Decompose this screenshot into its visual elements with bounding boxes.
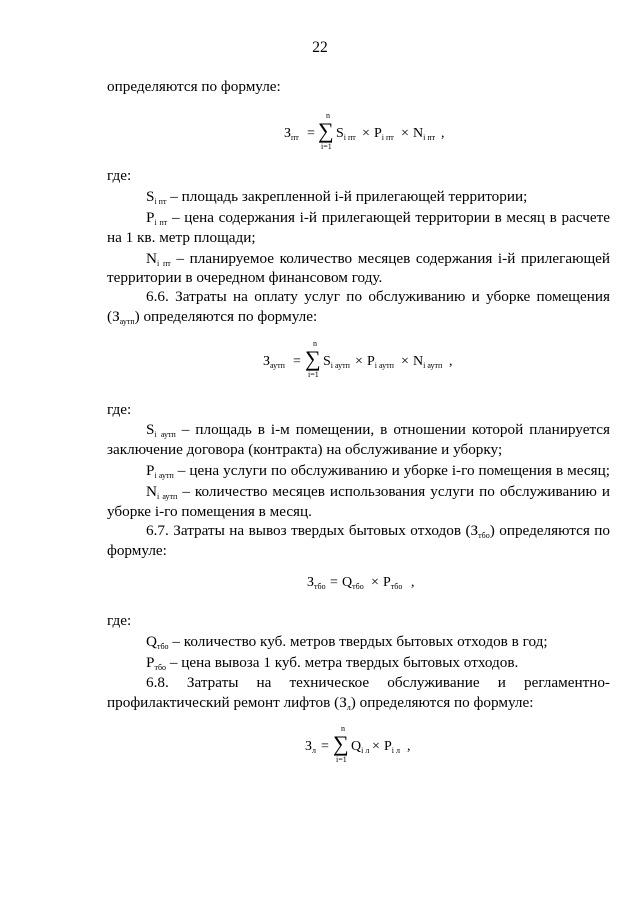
intro-line: определяются по формуле: [107, 78, 281, 95]
formula-4-eq: = [321, 739, 329, 754]
formula-3-p: $P_{тбо}$ [383, 575, 403, 591]
sum-icon: ∑ [318, 118, 334, 143]
paragraph-6-6-line1: 6.6. Затраты на оплату услуг по обслуживанию и уборке помещения [146, 288, 610, 305]
formula-2-p: $P_{i аутп}$ [367, 354, 394, 370]
formula-2-sigma-bottom: i=1 [308, 370, 319, 379]
formula-1-s: $S_{i пт}$ [336, 126, 356, 142]
formula-1-eq: = [307, 126, 315, 141]
formula-1-p: $P_{i пт}$ [374, 126, 394, 142]
definition-n-pt-line1: $N_{i пт}$ – планируемое количество месяцев содержания i-й прилегающей [146, 250, 611, 268]
definition-n-pt-line2: территории в очередном финансовом году. [107, 269, 383, 286]
formula-2-lhs: $З_{аутп}$ [263, 354, 285, 370]
formula-2-tail: , [449, 354, 453, 369]
formula-1-times-2: × [401, 126, 409, 141]
formula-4-times: × [372, 739, 380, 754]
formula-1-tail: , [441, 126, 445, 141]
definition-p-pt-line2: на 1 кв. метр площади; [107, 229, 256, 246]
formula-4-p: $P_{i л}$ [384, 739, 401, 755]
formula-3-tail: , [411, 575, 415, 590]
formula-3-lhs: $З_{тбо}$ [307, 575, 326, 591]
paragraph-6-8-line2: профилактический ремонт лифтов $(З_л)$ определяются по формуле: [107, 694, 534, 712]
paragraph-6-7-line1: 6.7. Затраты на вывоз твердых бытовых отходов $(З_{тбо})$ определяются по [146, 522, 610, 540]
page-number: 22 [312, 39, 328, 56]
formula-2-times-2: × [401, 354, 409, 369]
formula-1-sigma-top: n [326, 111, 330, 120]
formula-1-n: $N_{i пт}$ [413, 126, 436, 142]
formula-2-eq: = [293, 354, 301, 369]
definition-n-autp-line1: $N_{i аутп}$ – количество месяцев использования услуги по обслуживанию и [146, 483, 610, 501]
definition-q-tbo: $Q_{тбо}$ – количество куб. метров твердых бытовых отходов в год; [146, 633, 548, 651]
formula-2-sigma-top: n [313, 339, 317, 348]
formula-1-times-1: × [362, 126, 370, 141]
formula-2-times-1: × [355, 354, 363, 369]
where-label-3: где: [107, 612, 132, 629]
formula-4 [305, 725, 425, 765]
where-label-2: где: [107, 401, 132, 418]
definition-s-autp-line2: заключение договора (контракта) на обслуживание и уборку; [107, 441, 503, 458]
definition-p-tbo: $P_{тбо}$ – цена вывоза 1 куб. метра твердых бытовых отходов. [146, 654, 519, 672]
formula-2 [263, 340, 483, 380]
formula-3-times: × [371, 575, 379, 590]
definition-n-autp-line2: уборке i-го помещения в месяц. [107, 503, 312, 520]
definition-p-autp: $P_{i аутп}$ – цена услуги по обслуживанию и уборке i-го помещения в месяц; [146, 462, 610, 480]
formula-4-lhs: $З_л$ [305, 739, 317, 755]
sum-icon: ∑ [333, 731, 349, 756]
formula-4-q: $Q_{i л}$ [351, 739, 370, 755]
definition-p-pt-line1: $P_{i пт}$ – цена содержания i-й прилегающей территории в месяц в расчете [146, 209, 611, 227]
formula-1-lhs: $З_{пт}$ [284, 126, 299, 142]
formula-1 [284, 112, 464, 152]
paragraph-6-7-line2: формуле: [107, 542, 167, 559]
formula-2-s: $S_{i аутп}$ [323, 354, 350, 370]
formula-2-n: $N_{i аутп}$ [413, 354, 443, 370]
definition-s-pt: $S_{i пт}$ – площадь закрепленной i-й прилегающей территории; [146, 188, 528, 206]
formula-3 [307, 567, 437, 607]
paragraph-6-6-line2: $(З_{аутп})$ определяются по формуле: [107, 308, 318, 326]
formula-3-q: $Q_{тбо}$ [342, 575, 364, 591]
sum-icon: ∑ [305, 346, 321, 371]
formula-4-sigma-top: n [341, 724, 345, 733]
definition-s-autp-line1: $S_{i аутп}$ – площадь в i-м помещении, в отношении которой планируется [146, 421, 610, 439]
formula-3-eq: = [330, 575, 338, 590]
where-label-1: где: [107, 167, 132, 184]
formula-4-sigma-bottom: i=1 [336, 755, 347, 764]
formula-1-sigma-bottom: i=1 [321, 142, 332, 151]
paragraph-6-8-line1: 6.8. Затраты на техническое обслуживание и регламентно- [146, 674, 610, 691]
formula-4-tail: , [407, 739, 411, 754]
